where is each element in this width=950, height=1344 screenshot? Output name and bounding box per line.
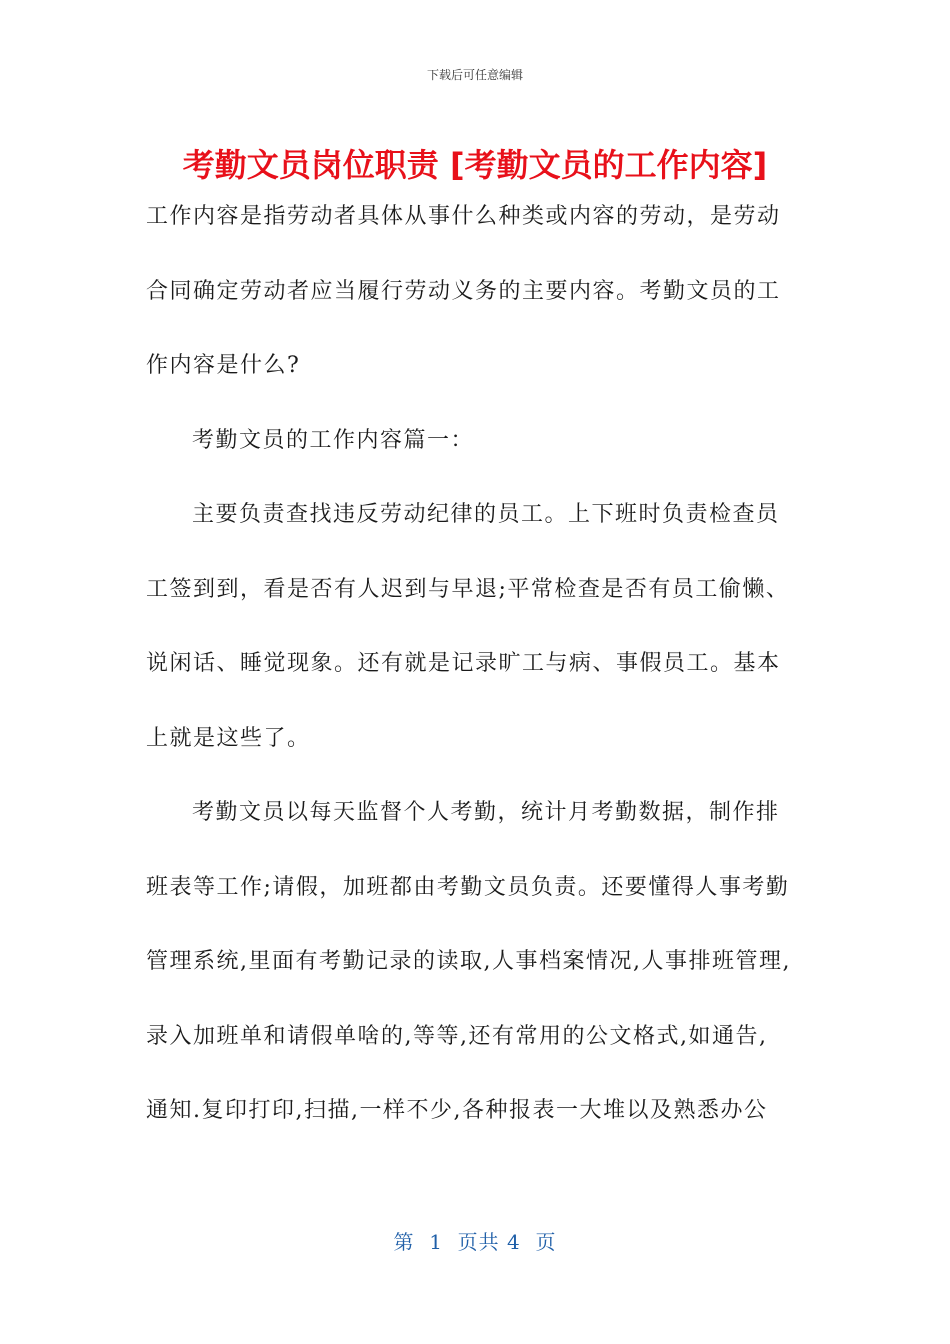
document-title: 考勤文员岗位职责 [考勤文员的工作内容] bbox=[182, 146, 768, 184]
text-line: 工作内容是指劳动者具体从事什么种类或内容的劳动，是劳动 bbox=[146, 204, 781, 229]
text-line: 上就是这些了。 bbox=[146, 725, 311, 751]
text-line: 班表等工作;请假，加班都由考勤文员负责。还要懂得人事考勤 bbox=[146, 874, 790, 900]
page-header-note: 下载后可任意编辑 bbox=[426, 68, 523, 82]
text-line: 考勤文员以每天监督个人考勤，统计月考勤数据，制作排 bbox=[192, 800, 780, 825]
text-line: 说闲话、睡觉现象。还有就是记录旷工与病、事假员工。基本 bbox=[146, 651, 781, 676]
paragraph-responsibilities bbox=[146, 776, 806, 1149]
paragraph-duties bbox=[146, 478, 806, 776]
paragraph-section-heading bbox=[146, 404, 806, 479]
text-line: 通知.复印打印,扫描,一样不少,各种报表一大堆以及熟悉办公 bbox=[146, 1098, 768, 1123]
paragraph-intro bbox=[146, 180, 806, 404]
text-line: 考勤文员的工作内容篇一： bbox=[192, 427, 475, 453]
document-body bbox=[146, 180, 806, 1149]
text-line: 主要负责查找违反劳动纪律的员工。上下班时负责检查员 bbox=[192, 502, 780, 527]
text-line: 合同确定劳动者应当履行劳动义务的主要内容。考勤文员的工 bbox=[146, 278, 781, 304]
text-line: 录入加班单和请假单啥的,等等,还有常用的公文格式,如通告, bbox=[146, 1023, 768, 1049]
page-number-footer: 第 1 页共 4 页 bbox=[393, 1230, 557, 1254]
text-line: 工签到到，看是否有人迟到与早退;平常检查是否有员工偷懒、 bbox=[146, 576, 790, 602]
text-line: 管理系统,里面有考勤记录的读取,人事档案情况,人事排班管理, bbox=[146, 949, 791, 974]
text-line: 作内容是什么? bbox=[146, 353, 301, 378]
